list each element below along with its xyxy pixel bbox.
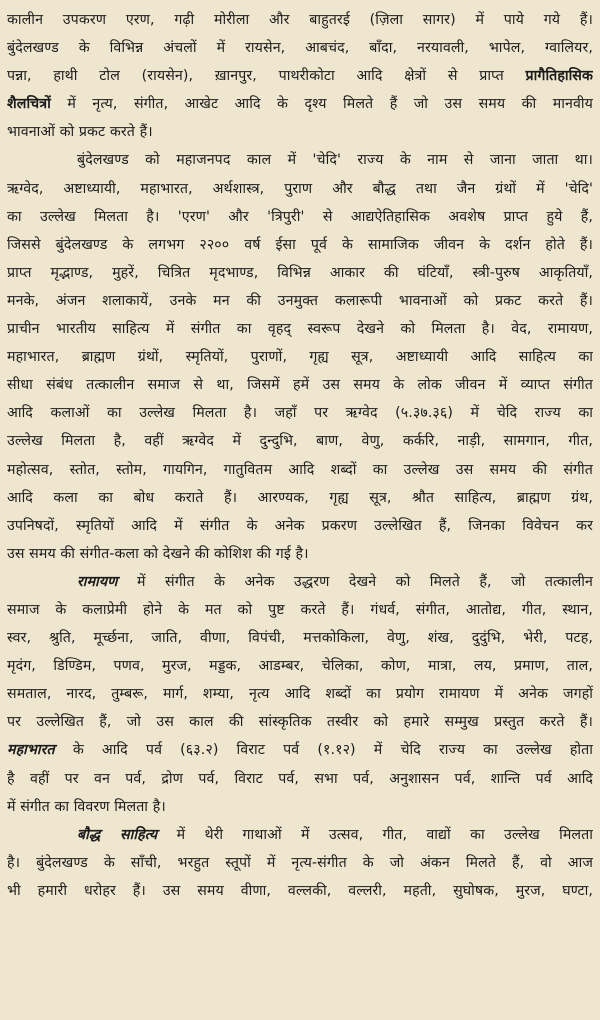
text-run: बुंदेलखण्ड के विभिन्न अंचलों में रायसेन, आबचंद, बाँदा, नरयावली, भापेल, ग्वालियर, bbox=[7, 40, 593, 57]
text-line bbox=[7, 765, 593, 793]
text-run: उस समय की संगीत-कला को देखने की कोशिश की गई है। bbox=[7, 545, 309, 562]
text-line bbox=[7, 793, 593, 821]
text-run: समताल, नारद, तुम्बरू, मार्ग, शम्या, नृत्य आदि शब्दों का प्रयोग रामायण में अनेक जगहों bbox=[7, 686, 593, 703]
text-line bbox=[7, 231, 593, 259]
text-line bbox=[7, 708, 593, 736]
text-line bbox=[7, 821, 593, 849]
text-line bbox=[7, 568, 593, 596]
text-line bbox=[7, 315, 593, 343]
text-run: आदि कलाओं का उल्लेख मिलता है। जहाँ पर ऋग्वेद (५.३७.३६) में चेदि राज्य का bbox=[7, 405, 593, 422]
text-run: सीधा संबंध तत्कालीन समाज से था, जिसमें हमें उस समय के लोक जीवन में व्याप्त संगीत bbox=[7, 377, 593, 394]
text-run: पर उल्लेखित हैं, जो उस काल की सांस्कृतिक तस्वीर को हमारे सम्मुख प्रस्तुत करते हैं। bbox=[7, 714, 593, 731]
text-run: समाज के कलाप्रेमी होने के मत को पुष्ट करते हैं। गंधर्व, संगीत, आतोद्य, गीत, स्थान, bbox=[7, 601, 593, 618]
text-run: जिससे बुंदेलखण्ड के लगभग २२०० वर्ष ईसा पूर्व के सामाजिक जीवन के दर्शन होते हैं। bbox=[7, 236, 593, 253]
text-run: भावनाओं को प्रकट करते हैं। bbox=[7, 124, 153, 141]
text-line bbox=[7, 680, 593, 708]
text-run: उपनिषदों, स्मृतियों आदि में संगीत के अनेक प्रकरण उल्लेखित हैं, जिनका विवेचन कर bbox=[7, 517, 593, 534]
text-line bbox=[7, 512, 593, 540]
text-run: बुंदेलखण्ड को महाजनपद काल में 'चेदि' राज्य के नाम से जाना जाता था। bbox=[77, 152, 593, 169]
text-run: महोत्सव, स्तोत, स्तोम, गायगिन, गातुवितम आदि शब्दों का उल्लेख उस समय की संगीत bbox=[7, 461, 593, 478]
text-line bbox=[7, 259, 593, 287]
text-run: का उल्लेख मिलता है। 'एरण' और 'त्रिपुरी' से आद्यऐतिहासिक अवशेष प्राप्त हुये हैं, bbox=[7, 208, 593, 225]
text-line bbox=[7, 399, 593, 427]
page-text bbox=[7, 6, 593, 905]
text-run: ऋग्वेद, अष्टाध्यायी, महाभारत, अर्थशास्त्र, पुराण और बौद्ध तथा जैन ग्रंथों में 'चेदि' bbox=[7, 180, 593, 197]
text-line bbox=[7, 90, 593, 118]
text-run: में थेरी गाथाओं में उत्सव, गीत, वाद्यों का उल्लेख मिलता bbox=[157, 826, 593, 843]
text-line bbox=[7, 484, 593, 512]
text-run: प्राचीन भारतीय साहित्य में संगीत का वृहद् स्वरूप देखने को मिलता है। वेद, रामायण, bbox=[7, 321, 593, 338]
text-run: में संगीत का विवरण मिलता है। bbox=[7, 798, 166, 815]
text-run: के आदि पर्व (६३.२) विराट पर्व (१.१२) में चेदि राज्य का उल्लेख होता bbox=[54, 742, 593, 759]
text-line bbox=[7, 6, 593, 34]
text-line bbox=[7, 427, 593, 455]
text-line bbox=[7, 624, 593, 652]
text-run: स्वर, श्रुति, मूर्च्छना, जाति, वीणा, विपंची, मत्तकोकिला, वेणु, शंख, दुदुंभि, भेरी, पटह, bbox=[7, 630, 593, 647]
text-line bbox=[7, 736, 593, 764]
emphasized-text: महाभारत bbox=[7, 742, 55, 759]
text-line bbox=[7, 175, 593, 203]
text-line bbox=[7, 118, 593, 146]
emphasized-text: शैलचित्रों bbox=[7, 96, 51, 113]
text-line bbox=[7, 146, 593, 174]
text-run: भी हमारी धरोहर हैं। उस समय वीणा, वल्लकी, वल्लरी, महती, सुघोषक, मुरज, घण्टा, bbox=[7, 882, 593, 899]
text-line bbox=[7, 540, 593, 568]
text-run: में संगीत के अनेक उद्धरण देखने को मिलते हैं, जो तत्कालीन bbox=[117, 573, 593, 590]
text-run: मृदंग, डिण्डिम, पणव, मुरज, मड्डक, आडम्बर, चेलिका, कोण, मात्रा, लय, प्रमाण, ताल, bbox=[7, 658, 593, 675]
text-line bbox=[7, 456, 593, 484]
text-line bbox=[7, 371, 593, 399]
text-line bbox=[7, 62, 593, 90]
text-run: आदि कला का बोध कराते हैं। आरण्यक, गृह्य सूत्र, श्रौत साहित्य, ब्राह्मण ग्रंथ, bbox=[7, 489, 593, 506]
text-line bbox=[7, 652, 593, 680]
text-run: में नृत्य, संगीत, आखेट आदि के दृश्य मिलते हैं जो उस समय की मानवीय bbox=[50, 96, 593, 113]
text-run: उल्लेख मिलता है, वहीं ऋग्वेद में दुन्दुभि, बाण, वेणु, कर्करि, नाड़ी, सामगान, गीत, bbox=[7, 433, 593, 450]
text-line bbox=[7, 203, 593, 231]
text-line bbox=[7, 287, 593, 315]
text-run: महाभारत, ब्राह्मण ग्रंथों, स्मृतियों, पुराणों, गृह्य सूत्र, अष्टाध्यायी आदि साहित्य का bbox=[7, 349, 593, 366]
text-run: पन्ना, हाथी टोल (रायसेन), ख़ानपुर, पाथरीकोटा आदि क्षेत्रों से प्राप्त bbox=[7, 68, 526, 85]
text-line bbox=[7, 34, 593, 62]
emphasized-text: प्रागैतिहासिक bbox=[525, 68, 593, 85]
text-run: मनके, अंजन शलाकायें, उनके मन की उनमुक्त कलारूपी भावनाओं को प्रकट करते हैं। bbox=[7, 292, 593, 309]
text-run: है वहीं पर वन पर्व, द्रोण पर्व, विराट पर्व, सभा पर्व, अनुशासन पर्व, शान्ति पर्व आदि bbox=[7, 770, 593, 787]
emphasized-text: बौद्ध साहित्य bbox=[77, 826, 158, 843]
text-run: है। बुंदेलखण्ड के साँची, भरहुत स्तूपों में नृत्य-संगीत के जो अंकन मिलते हैं, वो आज bbox=[7, 854, 593, 871]
text-run: प्राप्त मृद्भाण्ड, मुहरें, चित्रित मृदभाण्ड, विभिन्न आकार की घंटियाँ, स्त्री-पुरुष आकृतियाँ, bbox=[7, 264, 593, 281]
text-line bbox=[7, 877, 593, 905]
text-line bbox=[7, 343, 593, 371]
text-line bbox=[7, 596, 593, 624]
emphasized-text: रामायण bbox=[77, 573, 118, 590]
text-run: कालीन उपकरण एरण, गढ़ी मोरीला और बाहुतरई (ज़िला सागर) में पाये गये हैं। bbox=[7, 12, 593, 28]
text-line bbox=[7, 849, 593, 877]
